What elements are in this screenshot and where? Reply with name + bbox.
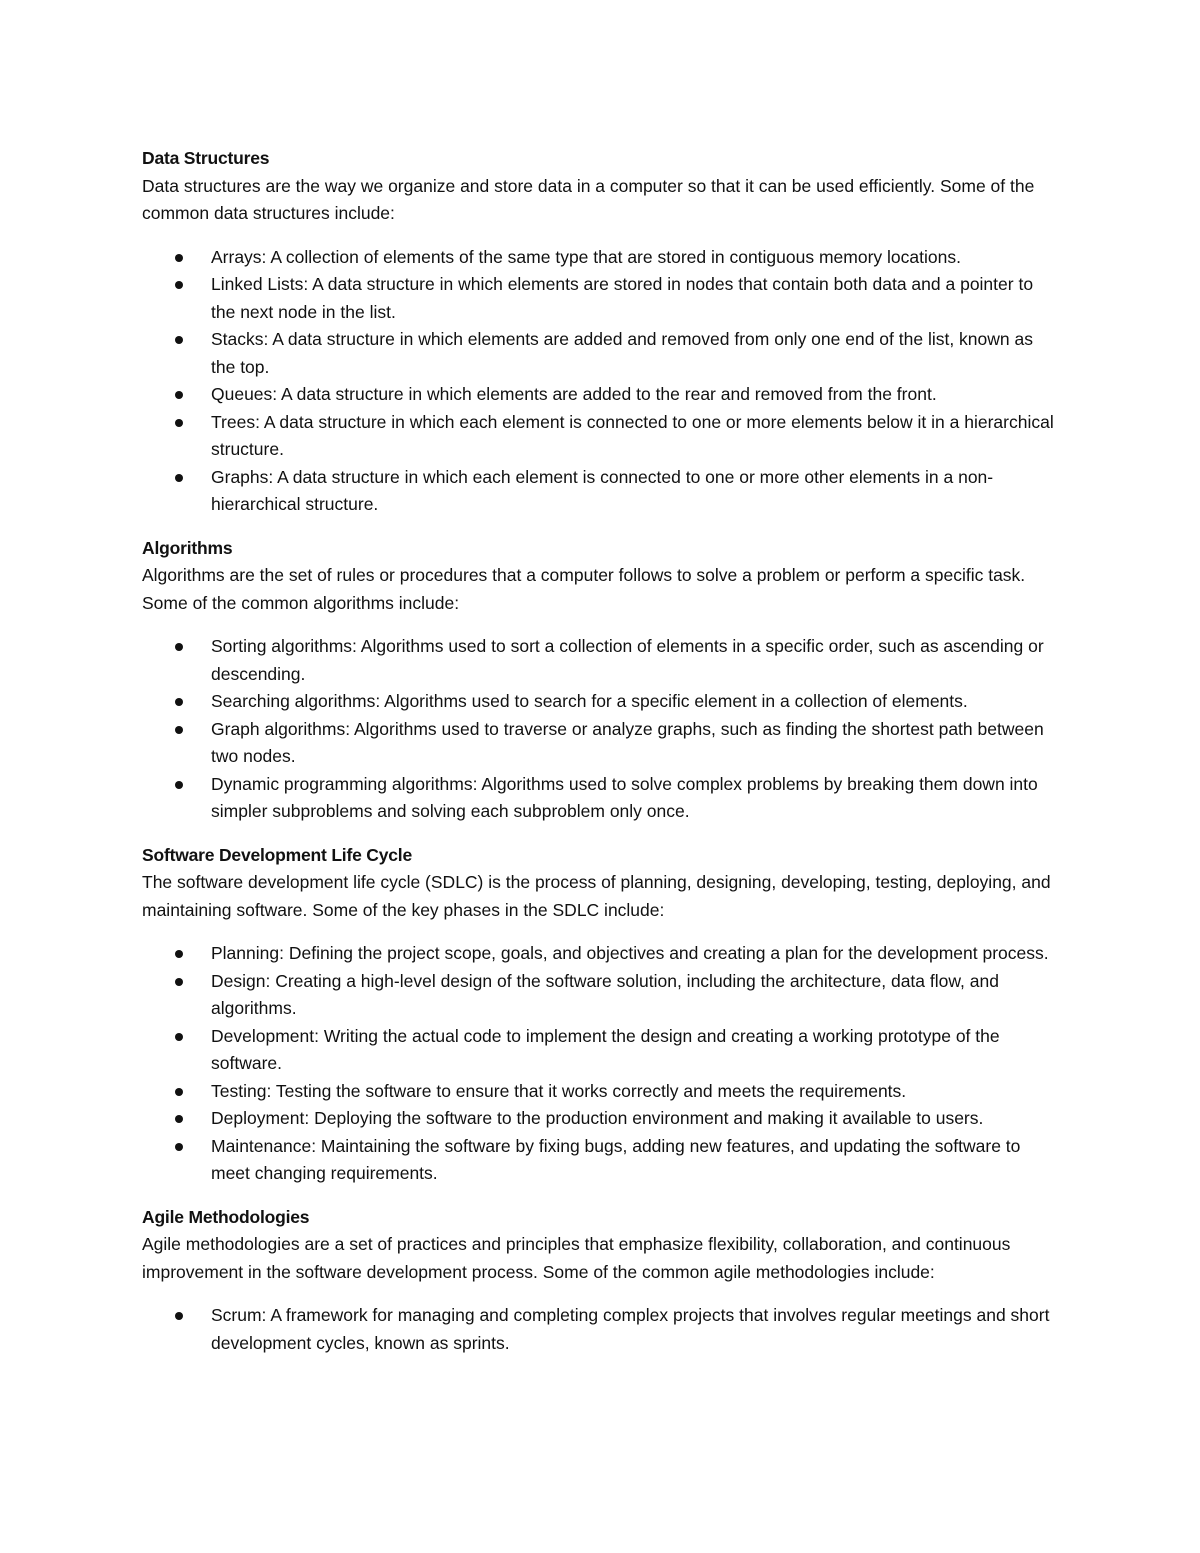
list-item-text: Testing: Testing the software to ensure that it works correctly and meets the requirements. (211, 1080, 907, 1101)
section-intro: The software development life cycle (SDLC) is the process of planning, designing, developing, testing, deploying, and maintaining software. Some of the key phases in the SDLC include: (142, 872, 1051, 920)
section-intro: Agile methodologies are a set of practices and principles that emphasize flexibility, collaboration, and continuous improvement in the software development process. Some of the common agile methodologies include: (142, 1234, 1011, 1282)
list-item-text: Queues: A data structure in which elements are added to the rear and removed from the front. (211, 384, 937, 404)
list-item-text: Linked Lists: A data structure in which elements are stored in nodes that contain both data and a pointer to the next node in the list. (211, 274, 1034, 322)
list-item-text: Dynamic programming algorithms: Algorithms used to solve complex problems by breaking them down into simpler subproblems and solving each subproblem only once. (211, 773, 1038, 821)
list-item (142, 464, 1062, 519)
bullet-icon (175, 726, 183, 734)
list-item (142, 1302, 1062, 1357)
bullet-icon (175, 254, 183, 262)
bullet-icon (175, 281, 183, 289)
section-sdlc (142, 842, 1062, 1188)
bullet-icon (175, 336, 183, 344)
bullet-icon (175, 419, 183, 427)
list-item-text: Scrum: A framework for managing and completing complex projects that involves regular meetings and short development cycles, known as sprints. (211, 1305, 1050, 1353)
section-heading: Agile Methodologies (142, 1206, 310, 1227)
bullet-list (142, 244, 1062, 519)
list-item (142, 716, 1062, 771)
section-data-structures (142, 145, 1062, 519)
list-item (142, 1105, 1062, 1133)
list-item (142, 1023, 1062, 1078)
list-item (142, 271, 1062, 326)
bullet-icon (175, 781, 183, 789)
list-item-text: Graphs: A data structure in which each element is connected to one or more other elements in a non-hierarchical structure. (211, 466, 994, 514)
bullet-icon (175, 698, 183, 706)
list-item (142, 633, 1062, 688)
section-heading: Algorithms (142, 537, 233, 558)
list-item-text: Planning: Defining the project scope, goals, and objectives and creating a plan for the development process. (211, 943, 1049, 963)
bullet-icon (175, 391, 183, 399)
section-heading: Data Structures (142, 148, 270, 168)
list-item-text: Arrays: A collection of elements of the same type that are stored in contiguous memory locations. (211, 246, 961, 267)
section-algorithms (142, 535, 1062, 826)
bullet-icon (175, 643, 183, 651)
list-item (142, 244, 1062, 272)
section-intro: Algorithms are the set of rules or procedures that a computer follows to solve a problem or perform a specific task. Some of the common algorithms include: (142, 565, 1026, 613)
list-item-text: Sorting algorithms: Algorithms used to sort a collection of elements in a specific order, such as ascending or descending. (211, 636, 1044, 684)
bullet-list (142, 1302, 1062, 1357)
bullet-icon (175, 1115, 183, 1123)
list-item (142, 940, 1062, 968)
list-item-text: Searching algorithms: Algorithms used to search for a specific element in a collection of elements. (211, 691, 968, 711)
list-item (142, 1133, 1062, 1188)
list-item-text: Development: Writing the actual code to implement the design and creating a working prototype of the software. (211, 1025, 1000, 1073)
bullet-icon (175, 1033, 183, 1041)
list-item (142, 326, 1062, 381)
list-item (142, 409, 1062, 464)
bullet-icon (175, 978, 183, 986)
bullet-icon (175, 1088, 183, 1096)
section-agile (142, 1204, 1062, 1358)
bullet-icon (175, 950, 183, 958)
list-item-text: Maintenance: Maintaining the software by fixing bugs, adding new features, and updating the software to meet changing requirements. (211, 1135, 1021, 1183)
list-item-text: Trees: A data structure in which each element is connected to one or more elements below it in a hierarchical structure. (211, 411, 1054, 459)
list-item (142, 381, 1062, 409)
list-item (142, 1078, 1062, 1106)
section-heading: Software Development Life Cycle (142, 844, 412, 865)
list-item-text: Stacks: A data structure in which elements are added and removed from only one end of the list, known as the top. (211, 329, 1033, 377)
document-body (142, 145, 1062, 1373)
list-item (142, 688, 1062, 716)
section-intro: Data structures are the way we organize and store data in a computer so that it can be used efficiently. Some of the common data structures include: (142, 175, 1035, 223)
list-item-text: Graph algorithms: Algorithms used to traverse or analyze graphs, such as finding the shortest path between two nodes. (211, 718, 1044, 766)
list-item-text: Design: Creating a high-level design of the software solution, including the architecture, data flow, and algorithms. (211, 970, 999, 1018)
bullet-icon (175, 1143, 183, 1151)
bullet-icon (175, 1312, 183, 1320)
bullet-list (142, 633, 1062, 826)
list-item (142, 771, 1062, 826)
list-item-text: Deployment: Deploying the software to the production environment and making it available to users. (211, 1108, 984, 1128)
bullet-icon (175, 474, 183, 482)
bullet-list (142, 940, 1062, 1188)
list-item (142, 968, 1062, 1023)
